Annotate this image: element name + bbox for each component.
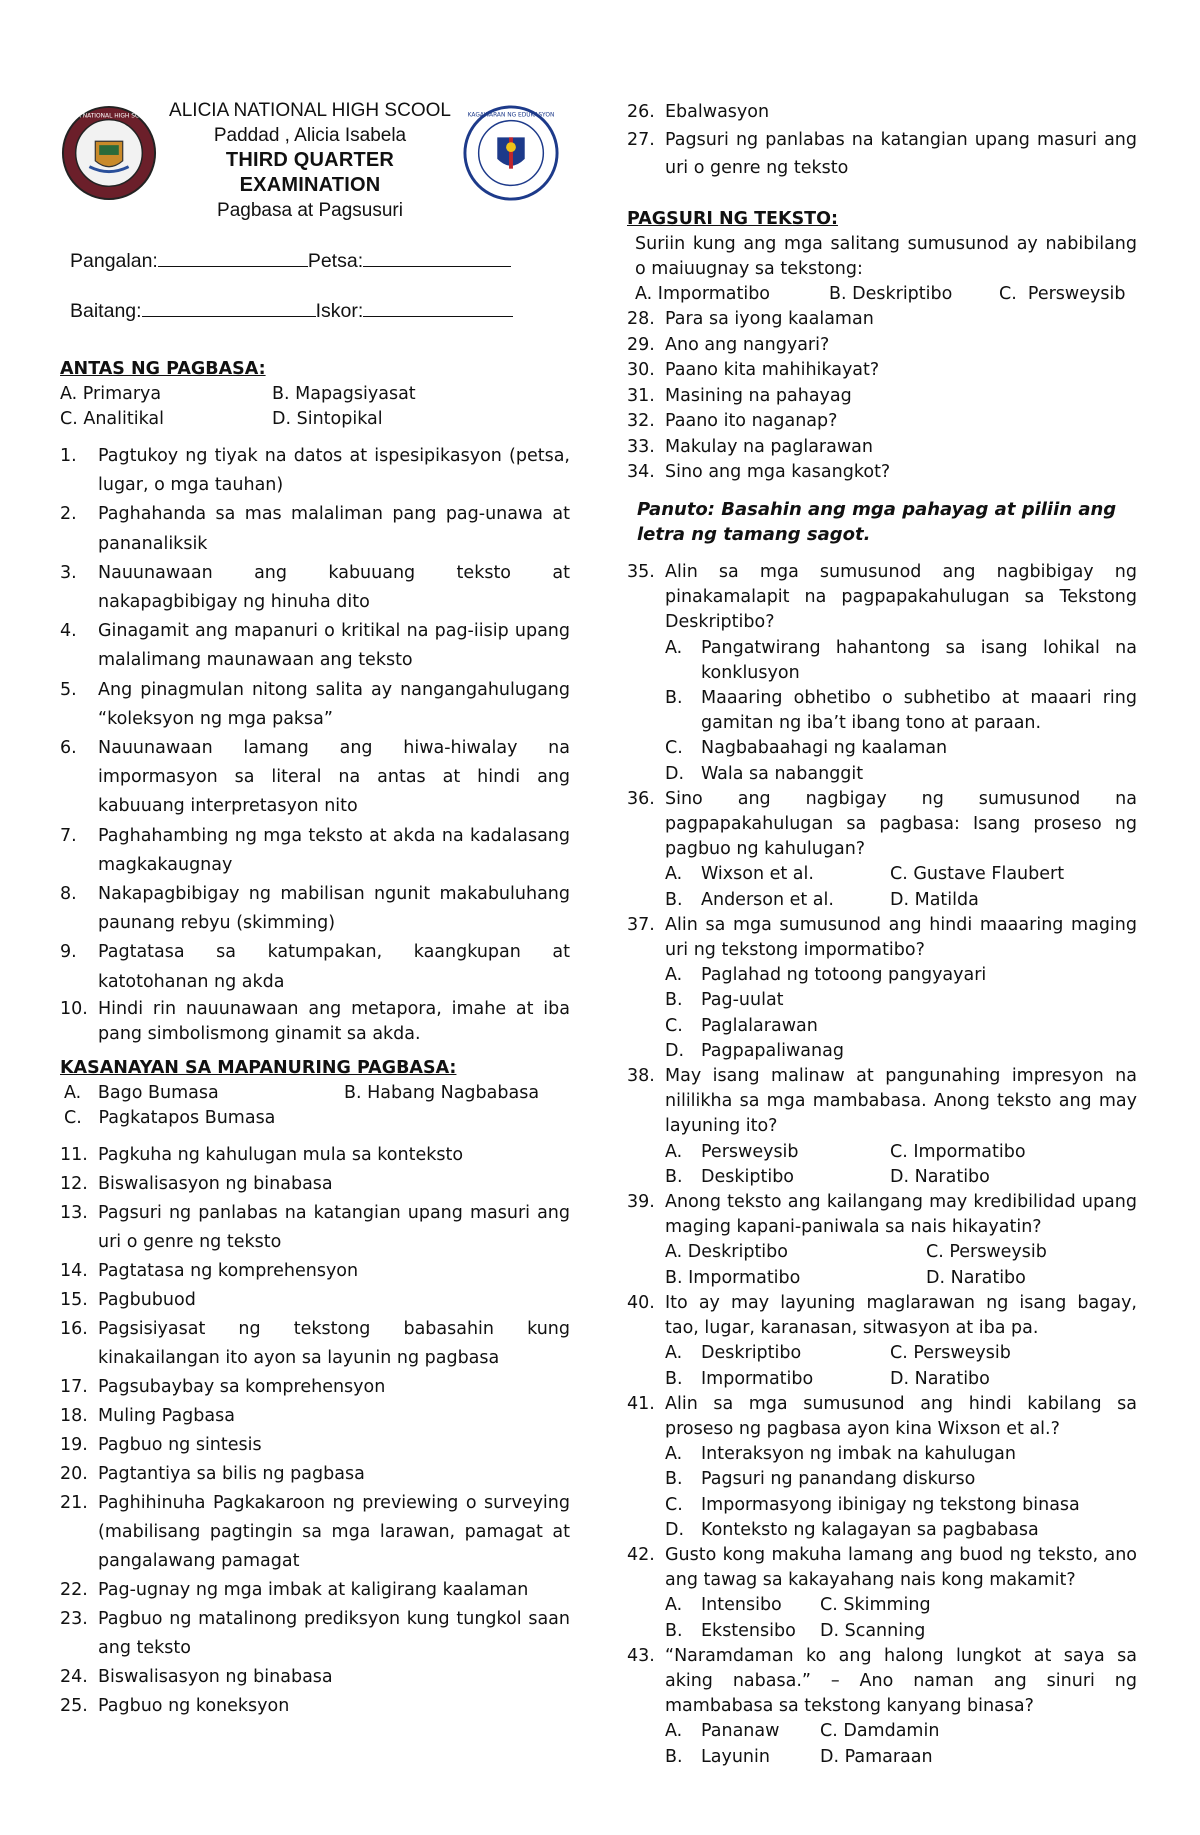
question-item: 19. Pagbuo ng sintesis bbox=[60, 1435, 262, 1455]
question-item: 13. Pagsuri ng panlabas na katangian upang masuri ang uri o genre ng teksto bbox=[60, 1203, 570, 1252]
choice[interactable]: A. Intensibo bbox=[665, 1595, 782, 1616]
question-list bbox=[60, 442, 570, 1047]
choice-row bbox=[665, 1140, 1137, 1165]
choice-row bbox=[665, 1240, 1137, 1265]
option: A. Primarya bbox=[60, 384, 162, 404]
question-item: 24. Biswalisasyon ng binabasa bbox=[60, 1667, 333, 1687]
option: C. Persweysib bbox=[999, 284, 1126, 304]
question-item: 21. Paghihinuha Pagkakaroon ng previewing o surveying (mabilisang pagtingin sa mga larawan, pamagat at pangalawang pamagat bbox=[60, 1493, 570, 1571]
choice[interactable]: C. Nagbabaahagi ng kaalaman bbox=[665, 738, 948, 759]
question-list bbox=[60, 1141, 570, 1721]
question-43: 43. “Naramdaman ko ang halong lungkot at saya sa aking nabasa.” – Ano naman ang sinuri ng mambabasa sa tekstong kanyang binasa? A. Pananaw C. Damdamin B. Layunin D. Pamaraan bbox=[627, 1644, 1137, 1770]
choice[interactable]: A. Pananaw bbox=[665, 1721, 780, 1742]
name-field[interactable] bbox=[158, 248, 308, 267]
choice-row bbox=[665, 1266, 1137, 1291]
question-item: 12. Biswalisasyon ng binabasa bbox=[60, 1174, 333, 1194]
multiple-choice-section bbox=[627, 560, 1137, 1770]
exam-title: THIRD QUARTER EXAMINATION bbox=[225, 149, 395, 196]
choice[interactable]: D. Matilda bbox=[890, 889, 979, 910]
choice[interactable]: D. Pamaraan bbox=[820, 1746, 933, 1767]
question-item: 2. Paghahanda sa mas malaliman pang pag-unawa at pananaliksik bbox=[60, 504, 570, 554]
choice[interactable]: D. Wala sa nabanggit bbox=[665, 763, 864, 784]
question-item: 31. Masining na pahayag bbox=[627, 385, 852, 406]
choice[interactable]: D. Naratibo bbox=[926, 1267, 1026, 1288]
question-item: 22. Pag-ugnay ng mga imbak at kaligirang kaalaman bbox=[60, 1580, 529, 1600]
option: C. Analitikal bbox=[60, 409, 164, 429]
section-kasanayan bbox=[60, 1056, 570, 1721]
choice[interactable]: C. Paglalarawan bbox=[665, 1015, 818, 1036]
date-label: Petsa: bbox=[307, 250, 364, 272]
option-list bbox=[60, 1081, 570, 1131]
school-info bbox=[160, 98, 460, 223]
school-seal-lettering: ALICIA NATIONAL HIGH SCHOOL bbox=[62, 113, 156, 120]
option: D. Sintopikal bbox=[272, 409, 383, 429]
section-title: KASANAYAN SA MAPANURING PAGBASA: bbox=[60, 1058, 457, 1078]
option: A. Bago Bumasa bbox=[64, 1083, 219, 1103]
question-35: 35. Alin sa mga sumusunod ang nagbibigay ng pinakamalapit na pagpapakahulugan sa Tekstong Deskriptibo? A. Pangatwirang hahantong sa isang lohikal na konklusyon B. Maaaring obhetibo o subhetibo at maaari ring gamitan ng iba’t ibang tono at paraan. C. Nagbabaahagi ng kaalaman D. Wala sa nabanggit bbox=[627, 560, 1137, 787]
choice[interactable]: B. Deskiptibo bbox=[665, 1166, 795, 1187]
question-item: 30. Paano kita mahihikayat? bbox=[627, 360, 880, 380]
question-item: 15. Pagbubuod bbox=[60, 1290, 196, 1310]
option: B. Deskriptibo bbox=[829, 284, 953, 304]
question-37: 37. Alin sa mga sumusunod ang hindi maaaring maging uri ng tekstong impormatibo? A. Paglahad ng totoong pangyayari B. Pag-uulat C. Paglalarawan D. Pagpapaliwanag bbox=[627, 913, 1137, 1064]
choice-row bbox=[665, 862, 1137, 887]
grade-label: Baitang: bbox=[70, 300, 142, 322]
choice[interactable]: D. Scanning bbox=[820, 1620, 926, 1641]
question-item: 32. Paano ito naganap? bbox=[627, 411, 838, 431]
date-field[interactable] bbox=[363, 248, 511, 267]
name-label: Pangalan: bbox=[70, 250, 158, 272]
choice[interactable]: C. Persweysib bbox=[890, 1343, 1011, 1364]
question-item: 28. Para sa iyong kaalaman bbox=[627, 309, 874, 329]
choice-row bbox=[665, 1745, 1137, 1770]
choice[interactable]: D. Naratibo bbox=[890, 1166, 990, 1187]
choice[interactable]: A. Deskriptibo bbox=[665, 1242, 788, 1263]
question-40: 40. Ito ay may layuning maglarawan ng isang bagay, tao, lugar, karanasan, sitwasyon at iba pa. A. Deskriptibo C. Persweysib B. Impormatibo D. Naratibo bbox=[627, 1291, 1137, 1392]
choice-row bbox=[665, 1341, 1137, 1366]
section-title: ANTAS NG PAGBASA: bbox=[60, 359, 266, 379]
choice[interactable]: A. Persweysib bbox=[665, 1141, 799, 1162]
option: A. Impormatibo bbox=[635, 284, 771, 304]
question-item: 26. Ebalwasyon bbox=[627, 102, 770, 122]
choice[interactable]: C. Impormatibo bbox=[890, 1141, 1026, 1162]
directions: Panuto: Basahin ang mga pahayag at piliin ang letra ng tamang sagot. bbox=[637, 499, 1117, 545]
option-list bbox=[60, 382, 570, 432]
question-item: 9. Pagtatasa sa katumpakan, kaangkupan at katotohanan ng akda bbox=[60, 942, 570, 992]
score-field[interactable] bbox=[363, 298, 513, 317]
question-item: 27. Pagsuri ng panlabas na katangian upang masuri ang uri o genre ng teksto bbox=[627, 129, 1137, 178]
choice[interactable]: B. Impormatibo bbox=[665, 1267, 801, 1288]
question-item: 23. Pagbuo ng matalinong prediksyon kung tungkol saan ang teksto bbox=[60, 1609, 570, 1658]
question-item: 18. Muling Pagbasa bbox=[60, 1406, 235, 1426]
choice-row bbox=[665, 1165, 1137, 1190]
question-item: 25. Pagbuo ng koneksyon bbox=[60, 1696, 290, 1716]
section-instruction: Suriin kung ang mga salitang sumusunod ay nabibilang o maiuugnay sa tekstong: bbox=[635, 234, 1137, 279]
choice[interactable]: B. Pagsuri ng panandang diskurso bbox=[665, 1469, 976, 1490]
question-item: 17. Pagsubaybay sa komprehensyon bbox=[60, 1377, 386, 1397]
choice[interactable]: B. Impormatibo bbox=[665, 1368, 814, 1389]
choice[interactable]: A. Interaksyon ng imbak na kahulugan bbox=[665, 1444, 1016, 1465]
exam-header bbox=[60, 98, 570, 221]
question-item: 4. Ginagamit ang mapanuri o kritikal na pag-iisip upang malalimang maunawaan ang teksto bbox=[60, 621, 570, 671]
choice[interactable]: D. Konteksto ng kalagayan sa pagbabasa bbox=[665, 1519, 1039, 1540]
row-name-date bbox=[70, 248, 513, 298]
question-list-continued bbox=[627, 99, 1137, 182]
question-item: 10. Hindi rin nauunawaan ang metapora, imahe at iba pang simbolismong ginamit sa akda. bbox=[60, 998, 570, 1044]
question-item: 34. Sino ang mga kasangkot? bbox=[627, 462, 891, 482]
section-title: PAGSURI NG TEKSTO: bbox=[627, 209, 838, 229]
school-seal-icon bbox=[60, 104, 158, 202]
grade-field[interactable] bbox=[142, 298, 316, 317]
choice[interactable]: C. Persweysib bbox=[926, 1242, 1047, 1263]
choice-row bbox=[665, 1719, 1137, 1744]
row-grade-score bbox=[70, 298, 513, 348]
question-36: 36. Sino ang nagbigay ng sumusunod na pagpapakahulugan sa pagbasa: Isang proseso ng pagbuo ng kahulugan? A. Wixson et al. C. Gustave Flaubert B. Anderson et al. D. Matilda bbox=[627, 787, 1137, 913]
deped-seal-lettering: KAGAWARAN NG EDUKASYON bbox=[467, 112, 555, 119]
choice[interactable]: B. Maaaring obhetibo o subhetibo at maaari ring gamitan ng iba’t ibang tono at paraan. bbox=[665, 688, 1137, 734]
subject-title: Pagbasa at Pagsusuri bbox=[217, 200, 403, 221]
choice[interactable]: A. Pangatwirang hahantong sa isang lohikal na konklusyon bbox=[665, 637, 1137, 683]
choice[interactable]: D. Naratibo bbox=[890, 1368, 990, 1389]
option: B. Mapagsiyasat bbox=[272, 384, 416, 404]
question-item: 6. Nauunawaan lamang ang hiwa-hiwalay na impormasyon sa literal na antas at hindi ang kabuuang interpretasyon nito bbox=[60, 738, 570, 817]
question-39: 39. Anong teksto ang kailangang may kredibilidad upang maging kapani-paniwala sa nais hikayatin? A. Deskriptibo C. Persweysib B. Impormatibo D. Naratibo bbox=[627, 1190, 1137, 1291]
school-name: ALICIA NATIONAL HIGH SCOOL bbox=[169, 100, 451, 121]
question-list bbox=[627, 307, 1137, 486]
option-list bbox=[627, 282, 1137, 307]
choice[interactable]: B. Anderson et al. bbox=[665, 889, 834, 910]
question-item: 29. Ano ang nangyari? bbox=[627, 334, 830, 355]
question-item: 16. Pagsisiyasat ng tekstong babasahin kung kinakailangan ito ayon sa layunin ng pagbasa bbox=[60, 1319, 570, 1368]
choice-row bbox=[665, 1367, 1137, 1392]
choice[interactable]: B. Pag-uulat bbox=[665, 990, 784, 1011]
choice-row bbox=[665, 888, 1137, 913]
question-item: 5. Ang pinagmulan nitong salita ay nangangahulugang “koleksyon ng mga paksa” bbox=[60, 679, 570, 729]
choice-row bbox=[665, 1619, 1137, 1644]
question-item: 8. Nakapagbibigay ng mabilisan ngunit makabuluhang paunang rebyu (skimming) bbox=[60, 884, 570, 934]
question-item: 20. Pagtantiya sa bilis ng pagbasa bbox=[60, 1464, 365, 1484]
option: B. Habang Nagbabasa bbox=[344, 1083, 540, 1103]
student-fields bbox=[70, 248, 513, 348]
section-pagsuri bbox=[627, 206, 1137, 486]
choice-row bbox=[665, 1593, 1137, 1618]
question-item: 1. Pagtukoy ng tiyak na datos at ispesipikasyon (petsa, lugar, o mga tauhan) bbox=[60, 446, 570, 496]
option: C. Pagkatapos Bumasa bbox=[64, 1108, 276, 1128]
question-item: 7. Paghahambing ng mga teksto at akda na kadalasang magkakaugnay bbox=[60, 825, 570, 875]
section-antas bbox=[60, 356, 570, 1047]
choice[interactable]: A. Paglahad ng totoong pangyayari bbox=[665, 965, 987, 986]
choice[interactable]: B. Layunin bbox=[665, 1746, 770, 1767]
question-42: 42. Gusto kong makuha lamang ang buod ng teksto, ano ang tawag sa kakayahang nais kong makamit? A. Intensibo C. Skimming B. Ekstensibo D. Scanning bbox=[627, 1543, 1137, 1644]
question-item: 14. Pagtatasa ng komprehensyon bbox=[60, 1261, 359, 1281]
choice[interactable]: C. Impormasyong ibinigay ng tekstong binasa bbox=[665, 1494, 1080, 1515]
choice[interactable]: B. Ekstensibo bbox=[665, 1620, 796, 1641]
choice[interactable]: A. Deskriptibo bbox=[665, 1343, 802, 1364]
choice[interactable]: C. Skimming bbox=[820, 1595, 931, 1616]
question-38: 38. May isang malinaw at pangunahing impresyon na nililikha sa mga mambabasa. Anong teksto ang may layuning ito? A. Persweysib C. Impormatibo B. Deskiptibo D. Naratibo bbox=[627, 1064, 1137, 1190]
choice[interactable]: C. Gustave Flaubert bbox=[890, 864, 1065, 885]
deped-seal-icon bbox=[462, 104, 560, 202]
question-item: 11. Pagkuha ng kahulugan mula sa konteksto bbox=[60, 1145, 464, 1165]
question-item: 3. Nauunawaan ang kabuuang teksto at nakapagbibigay ng hinuha dito bbox=[60, 562, 570, 613]
question-item: 33. Makulay na paglarawan bbox=[627, 436, 873, 457]
score-label: Iskor: bbox=[315, 300, 364, 322]
choice[interactable]: A. Wixson et al. bbox=[665, 864, 814, 885]
school-address: Paddad , Alicia Isabela bbox=[213, 125, 407, 146]
choice[interactable]: D. Pagpapaliwanag bbox=[665, 1040, 844, 1061]
question-41: 41. Alin sa mga sumusunod ang hindi kabilang sa proseso ng pagbasa ayon kina Wixson et al.? A. Interaksyon ng imbak na kahulugan B. Pagsuri ng panandang diskurso C. Impormasyong ibinigay ng tekstong binasa D. Konteksto ng kalagayan sa pagbabasa bbox=[627, 1392, 1137, 1543]
choice[interactable]: C. Damdamin bbox=[820, 1721, 940, 1742]
